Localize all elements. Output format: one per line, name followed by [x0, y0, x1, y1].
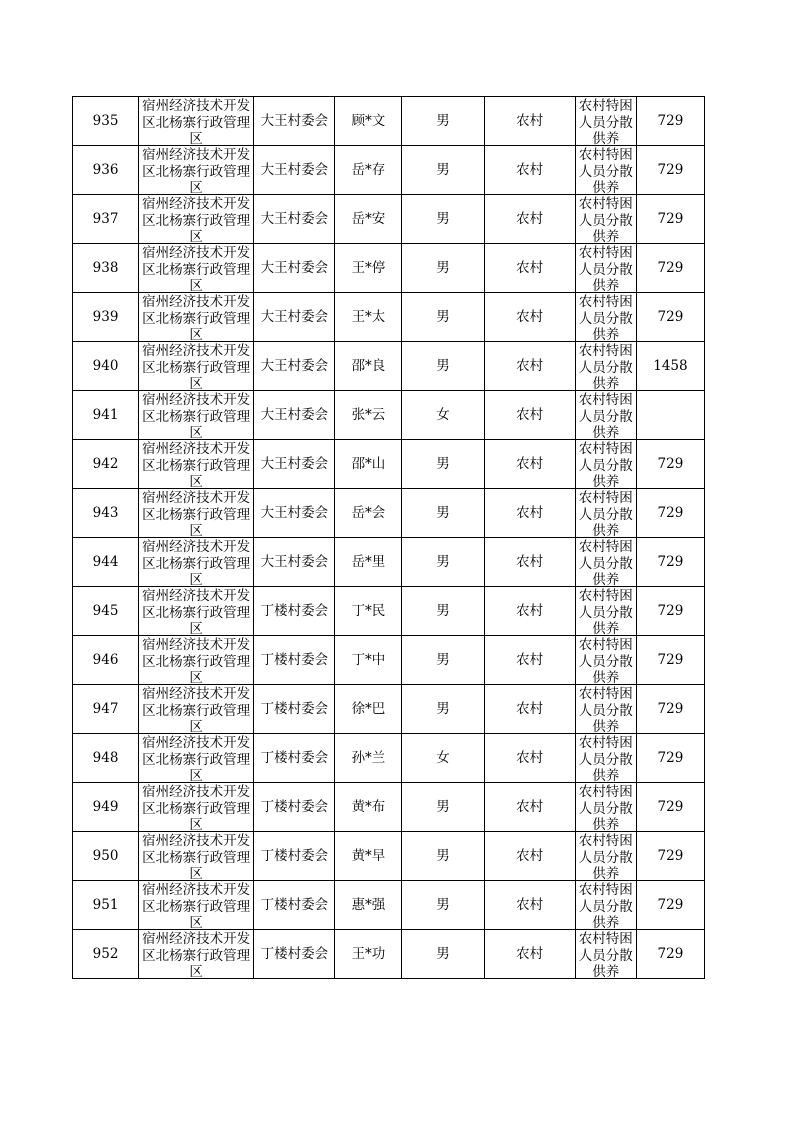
recipient-table [72, 96, 705, 979]
cell-number: 950 [73, 832, 139, 881]
table-row [73, 489, 705, 538]
cell-number: 949 [73, 783, 139, 832]
cell-name: 张*云 [335, 391, 402, 440]
cell-name: 岳*里 [335, 538, 402, 587]
cell-category-text: 农村特困人员分散供养 [578, 833, 633, 880]
cell-area-text: 宿州经济技术开发区北杨寨行政管理区 [142, 833, 251, 880]
cell-village: 大王村委会 [254, 97, 335, 146]
cell-amount: 729 [636, 440, 704, 489]
cell-village: 大王村委会 [254, 244, 335, 293]
cell-type: 农村 [484, 930, 575, 979]
table-body [73, 97, 705, 979]
cell-type: 农村 [484, 244, 575, 293]
cell-category [575, 489, 636, 538]
cell-sex: 男 [402, 783, 484, 832]
cell-category [575, 881, 636, 930]
cell-category-text: 农村特困人员分散供养 [578, 147, 633, 194]
cell-amount: 729 [636, 783, 704, 832]
cell-number: 938 [73, 244, 139, 293]
cell-village: 丁楼村委会 [254, 930, 335, 979]
cell-category-text: 农村特困人员分散供养 [578, 735, 633, 782]
cell-type: 农村 [484, 783, 575, 832]
cell-number: 947 [73, 685, 139, 734]
cell-category [575, 636, 636, 685]
cell-sex: 男 [402, 930, 484, 979]
cell-amount: 729 [636, 685, 704, 734]
cell-area [139, 195, 254, 244]
cell-category-text: 农村特困人员分散供养 [578, 245, 633, 292]
cell-type: 农村 [484, 734, 575, 783]
cell-area-text: 宿州经济技术开发区北杨寨行政管理区 [142, 735, 251, 782]
cell-area-text: 宿州经济技术开发区北杨寨行政管理区 [142, 490, 251, 537]
table-row [73, 195, 705, 244]
cell-village: 丁楼村委会 [254, 783, 335, 832]
table-row [73, 146, 705, 195]
cell-category [575, 930, 636, 979]
cell-name: 岳*存 [335, 146, 402, 195]
cell-name: 惠*强 [335, 881, 402, 930]
cell-number: 948 [73, 734, 139, 783]
cell-amount: 729 [636, 195, 704, 244]
cell-amount: 729 [636, 146, 704, 195]
table-row [73, 930, 705, 979]
cell-village: 丁楼村委会 [254, 881, 335, 930]
cell-type: 农村 [484, 832, 575, 881]
cell-village: 丁楼村委会 [254, 734, 335, 783]
cell-number: 943 [73, 489, 139, 538]
cell-category [575, 293, 636, 342]
cell-area [139, 97, 254, 146]
cell-sex: 男 [402, 881, 484, 930]
cell-sex: 男 [402, 440, 484, 489]
cell-village: 丁楼村委会 [254, 685, 335, 734]
cell-sex: 男 [402, 685, 484, 734]
cell-amount: 729 [636, 587, 704, 636]
cell-category [575, 734, 636, 783]
cell-village: 大王村委会 [254, 146, 335, 195]
cell-area [139, 930, 254, 979]
cell-number: 952 [73, 930, 139, 979]
cell-sex: 女 [402, 391, 484, 440]
cell-area-text: 宿州经济技术开发区北杨寨行政管理区 [142, 637, 251, 684]
table-row [73, 244, 705, 293]
cell-category-text: 农村特困人员分散供养 [578, 392, 633, 439]
cell-type: 农村 [484, 538, 575, 587]
cell-category [575, 146, 636, 195]
cell-village: 大王村委会 [254, 391, 335, 440]
cell-number: 946 [73, 636, 139, 685]
cell-amount: 729 [636, 734, 704, 783]
cell-category-text: 农村特困人员分散供养 [578, 490, 633, 537]
cell-category-text: 农村特困人员分散供养 [578, 196, 633, 243]
cell-area-text: 宿州经济技术开发区北杨寨行政管理区 [142, 196, 251, 243]
cell-name: 王*太 [335, 293, 402, 342]
cell-area [139, 538, 254, 587]
cell-number: 945 [73, 587, 139, 636]
cell-category-text: 农村特困人员分散供养 [578, 931, 633, 978]
cell-area [139, 244, 254, 293]
cell-amount: 729 [636, 930, 704, 979]
cell-area-text: 宿州经济技术开发区北杨寨行政管理区 [142, 245, 251, 292]
table-row [73, 538, 705, 587]
table-row [73, 587, 705, 636]
cell-village: 丁楼村委会 [254, 636, 335, 685]
cell-area [139, 489, 254, 538]
cell-category-text: 农村特困人员分散供养 [578, 441, 633, 488]
cell-type: 农村 [484, 293, 575, 342]
cell-category [575, 244, 636, 293]
cell-sex: 男 [402, 146, 484, 195]
cell-area-text: 宿州经济技术开发区北杨寨行政管理区 [142, 343, 251, 390]
cell-name: 徐*巴 [335, 685, 402, 734]
cell-amount: 729 [636, 244, 704, 293]
cell-type: 农村 [484, 391, 575, 440]
cell-area-text: 宿州经济技术开发区北杨寨行政管理区 [142, 588, 251, 635]
table-row [73, 783, 705, 832]
cell-village: 大王村委会 [254, 440, 335, 489]
cell-sex: 男 [402, 342, 484, 391]
cell-category [575, 195, 636, 244]
cell-type: 农村 [484, 636, 575, 685]
cell-amount: 729 [636, 489, 704, 538]
cell-amount: 729 [636, 97, 704, 146]
cell-type: 农村 [484, 881, 575, 930]
cell-amount: 729 [636, 636, 704, 685]
cell-number: 942 [73, 440, 139, 489]
cell-category-text: 农村特困人员分散供养 [578, 784, 633, 831]
cell-name: 邵*山 [335, 440, 402, 489]
cell-amount: 1458 [636, 342, 704, 391]
cell-category [575, 342, 636, 391]
cell-name: 黄*早 [335, 832, 402, 881]
cell-type: 农村 [484, 685, 575, 734]
cell-name: 岳*会 [335, 489, 402, 538]
cell-category-text: 农村特困人员分散供养 [578, 539, 633, 586]
cell-name: 丁*中 [335, 636, 402, 685]
cell-number: 940 [73, 342, 139, 391]
cell-area [139, 146, 254, 195]
cell-category [575, 440, 636, 489]
cell-area [139, 881, 254, 930]
cell-village: 大王村委会 [254, 489, 335, 538]
cell-name: 岳*安 [335, 195, 402, 244]
cell-area [139, 734, 254, 783]
cell-number: 939 [73, 293, 139, 342]
cell-area [139, 440, 254, 489]
cell-type: 农村 [484, 146, 575, 195]
cell-area [139, 342, 254, 391]
table-row [73, 832, 705, 881]
table-row [73, 881, 705, 930]
cell-number: 944 [73, 538, 139, 587]
cell-type: 农村 [484, 342, 575, 391]
cell-category [575, 685, 636, 734]
cell-type: 农村 [484, 440, 575, 489]
cell-area-text: 宿州经济技术开发区北杨寨行政管理区 [142, 98, 251, 145]
cell-number: 935 [73, 97, 139, 146]
cell-amount: 729 [636, 293, 704, 342]
cell-sex: 女 [402, 734, 484, 783]
cell-number: 936 [73, 146, 139, 195]
cell-category [575, 391, 636, 440]
cell-name: 顾*文 [335, 97, 402, 146]
cell-category [575, 587, 636, 636]
table-row [73, 342, 705, 391]
table-row [73, 734, 705, 783]
cell-area-text: 宿州经济技术开发区北杨寨行政管理区 [142, 294, 251, 341]
cell-area [139, 783, 254, 832]
cell-area-text: 宿州经济技术开发区北杨寨行政管理区 [142, 686, 251, 733]
cell-sex: 男 [402, 293, 484, 342]
cell-area-text: 宿州经济技术开发区北杨寨行政管理区 [142, 539, 251, 586]
cell-category-text: 农村特困人员分散供养 [578, 588, 633, 635]
cell-category [575, 832, 636, 881]
cell-name: 邵*良 [335, 342, 402, 391]
cell-number: 951 [73, 881, 139, 930]
cell-area-text: 宿州经济技术开发区北杨寨行政管理区 [142, 784, 251, 831]
cell-amount [636, 391, 704, 440]
cell-sex: 男 [402, 97, 484, 146]
cell-area-text: 宿州经济技术开发区北杨寨行政管理区 [142, 882, 251, 929]
cell-category-text: 农村特困人员分散供养 [578, 882, 633, 929]
cell-village: 大王村委会 [254, 342, 335, 391]
cell-name: 黄*布 [335, 783, 402, 832]
cell-category-text: 农村特困人员分散供养 [578, 637, 633, 684]
cell-village: 丁楼村委会 [254, 587, 335, 636]
cell-sex: 男 [402, 636, 484, 685]
cell-category-text: 农村特困人员分散供养 [578, 686, 633, 733]
cell-area-text: 宿州经济技术开发区北杨寨行政管理区 [142, 392, 251, 439]
cell-category-text: 农村特困人员分散供养 [578, 343, 633, 390]
cell-sex: 男 [402, 489, 484, 538]
cell-sex: 男 [402, 244, 484, 293]
cell-name: 王*功 [335, 930, 402, 979]
cell-category-text: 农村特困人员分散供养 [578, 98, 633, 145]
cell-amount: 729 [636, 832, 704, 881]
cell-amount: 729 [636, 881, 704, 930]
cell-area-text: 宿州经济技术开发区北杨寨行政管理区 [142, 441, 251, 488]
table-row [73, 293, 705, 342]
cell-type: 农村 [484, 195, 575, 244]
table-row [73, 685, 705, 734]
cell-sex: 男 [402, 832, 484, 881]
cell-sex: 男 [402, 587, 484, 636]
cell-area [139, 685, 254, 734]
cell-number: 937 [73, 195, 139, 244]
cell-amount: 729 [636, 538, 704, 587]
table-row [73, 440, 705, 489]
table-row [73, 636, 705, 685]
cell-number: 941 [73, 391, 139, 440]
cell-village: 大王村委会 [254, 195, 335, 244]
cell-village: 大王村委会 [254, 538, 335, 587]
cell-type: 农村 [484, 489, 575, 538]
table-row [73, 391, 705, 440]
cell-area [139, 832, 254, 881]
cell-category-text: 农村特困人员分散供养 [578, 294, 633, 341]
cell-area [139, 391, 254, 440]
cell-area [139, 587, 254, 636]
cell-area [139, 293, 254, 342]
cell-name: 王*停 [335, 244, 402, 293]
cell-type: 农村 [484, 97, 575, 146]
table-row [73, 97, 705, 146]
cell-village: 丁楼村委会 [254, 832, 335, 881]
cell-category [575, 97, 636, 146]
cell-sex: 男 [402, 538, 484, 587]
cell-area-text: 宿州经济技术开发区北杨寨行政管理区 [142, 147, 251, 194]
cell-category [575, 538, 636, 587]
cell-category [575, 783, 636, 832]
cell-type: 农村 [484, 587, 575, 636]
cell-name: 孙*兰 [335, 734, 402, 783]
cell-sex: 男 [402, 195, 484, 244]
cell-area [139, 636, 254, 685]
cell-name: 丁*民 [335, 587, 402, 636]
cell-village: 大王村委会 [254, 293, 335, 342]
cell-area-text: 宿州经济技术开发区北杨寨行政管理区 [142, 931, 251, 978]
